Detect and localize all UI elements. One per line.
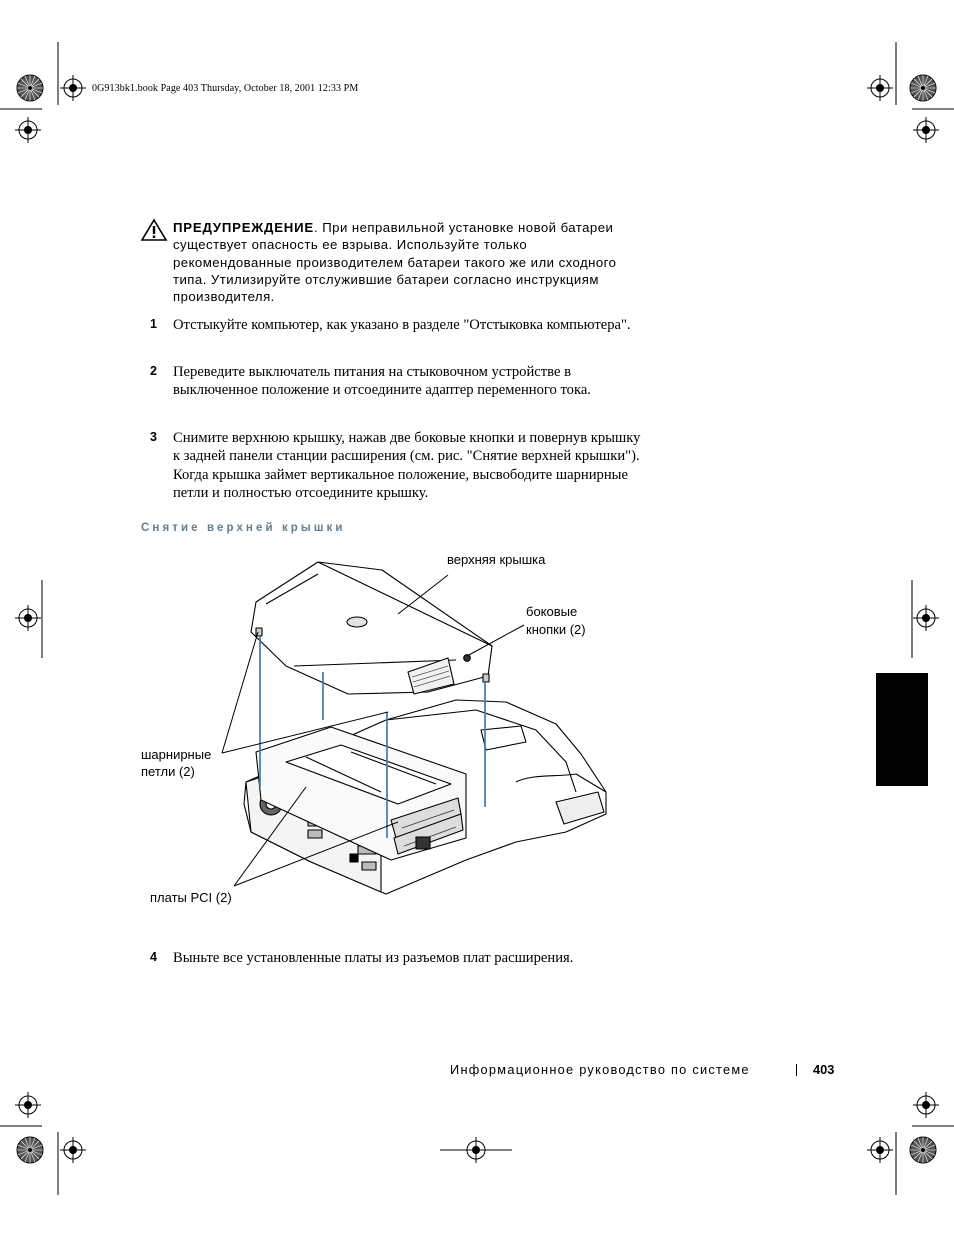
step-text: Выньте все установленные платы из разъемов плат расширения. (173, 950, 574, 966)
warning-label: ПРЕДУПРЕЖДЕНИЕ (173, 220, 315, 235)
warning-text (173, 219, 643, 305)
warning-body: . При неправильной установке новой батареи существует опасность ее взрыва. Используйте только рекомендованные производителем батареи такого же или сходного типа. Утилизируйте отслужившие батареи согласно инструкциям производителя. (173, 220, 617, 305)
callout-top-cover: верхняя крышка (447, 552, 546, 567)
callout-hinges-line1: шарнирные (141, 747, 212, 762)
step-number: 2 (150, 364, 157, 378)
print-header: 0G913bk1.book Page 403 Thursday, October 18, 2001 12:33 PM (92, 83, 359, 94)
warning-triangle-icon (140, 218, 168, 242)
footer-title: Информационное руководство по системе (450, 1062, 750, 1077)
chapter-side-tab (876, 673, 928, 786)
figure-caption: Снятие верхней крышки (141, 522, 346, 534)
footer-separator (796, 1064, 797, 1076)
page-number: 403 (813, 1062, 835, 1077)
step-text: Переведите выключатель питания на стыковочном устройстве в выключенное положение и отсоедините адаптер переменного тока. (173, 364, 591, 399)
step-text: Отстыкуйте компьютер, как указано в разделе "Отстыковка компьютера". (173, 317, 631, 333)
callout-side-buttons-line1: боковые (526, 604, 578, 619)
step-text: Снимите верхнюю крышку, нажав две боковые кнопки и повернув крышку к задней панели станции расширения (см. рис. "Снятие верхней крышки"). Когда крышка займет вертикальное положение, высвободите шарнирные петли и полностью отсоедините крышку. (173, 430, 641, 501)
callout-pci-cards: платы PCI (2) (150, 890, 232, 905)
docking-station-illustration (136, 542, 626, 922)
step-number: 1 (150, 317, 157, 331)
callout-hinges-line2: петли (2) (141, 764, 195, 779)
callout-side-buttons-line2: кнопки (2) (526, 622, 586, 637)
step-number: 3 (150, 430, 157, 444)
step-number: 4 (150, 950, 157, 964)
